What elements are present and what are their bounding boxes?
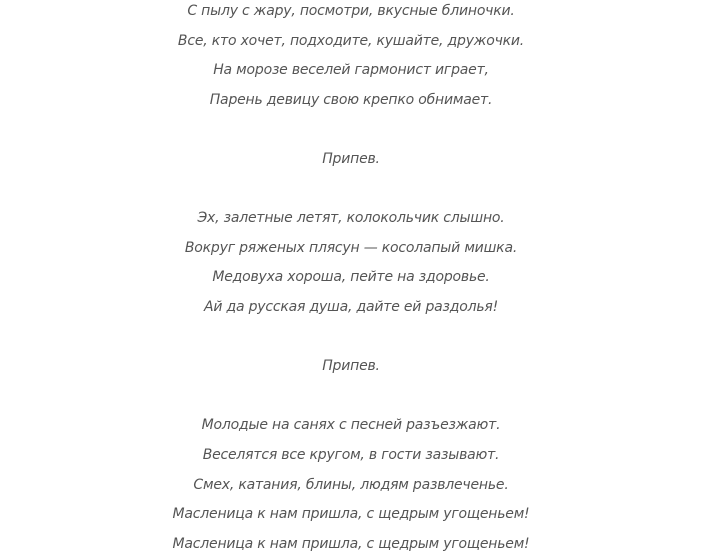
chorus-label-1: Припев. [322, 150, 380, 167]
stanza-gap [0, 382, 702, 412]
lyric-line: Эх, залетные летят, колокольчик слышно. [197, 210, 505, 227]
stanza-gap [0, 115, 702, 145]
stanza-1 [0, 0, 702, 115]
stanza-2 [0, 204, 702, 322]
lyric-line: Молодые на санях с песней разъезжают. [201, 417, 501, 434]
stanza-gap [0, 175, 702, 205]
lyric-line: С пылу с жару, посмотри, вкусные блиночки. [187, 3, 515, 19]
stanza-3 [0, 411, 702, 559]
stanza-gap [0, 323, 702, 353]
lyric-line: Медовуха хороша, пейте на здоровье. [212, 269, 490, 286]
lyric-line: Веселятся все кругом, в гости зазывают. [202, 446, 500, 463]
lyric-line: Смех, катания, блины, людям развлеченье. [193, 476, 509, 493]
lyric-line: Парень девицу свою крепко обнимает. [209, 91, 493, 108]
lyric-line: Масленица к нам пришла, с щедрым угощеньем! [172, 506, 530, 523]
lyric-line: На морозе веселей гармонист играет, [213, 62, 489, 79]
lyric-line: Масленица к нам пришла, с щедрым угощеньем! [172, 535, 530, 552]
chorus-label-2: Припев. [322, 358, 380, 375]
lyric-line: Ай да русская душа, дайте ей раздолья! [203, 298, 499, 315]
lyric-line: Вокруг ряженых плясун — косолапый мишка. [184, 239, 518, 256]
lyric-line: Все, кто хочет, подходите, кушайте, дружочки. [177, 32, 525, 49]
